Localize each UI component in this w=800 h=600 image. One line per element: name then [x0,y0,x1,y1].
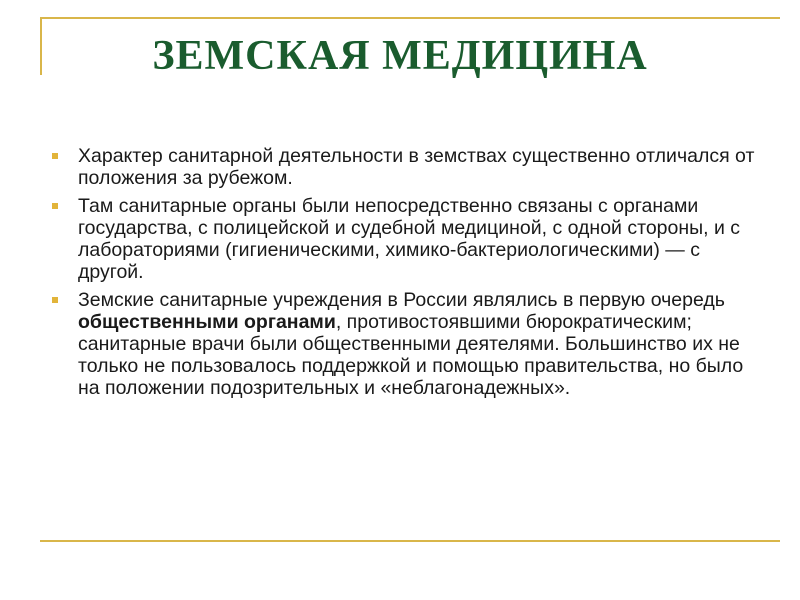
bullet-text-3-start: Земские санитарные учреждения в России являлись в первую очередь [78,289,725,311]
square-bullet-icon [52,297,58,303]
top-rule [40,17,780,19]
bullet-list [52,145,762,405]
bottom-rule [40,540,780,542]
bullet-item-1 [52,145,762,189]
bullet-text-1: Характер санитарной деятельности в земствах существенно отличался от положения за рубежом. [78,145,755,189]
bullet-item-2 [52,195,762,283]
bullet-text-3-end: , противостоявшими бюрократическим; санитарные врачи были общественными деятелями. Большинство их не только не пользовалось поддержкой и помощью правительства, но было на положении подозрительных и «неблагонадежных». [78,311,744,399]
slide-title: ЗЕМСКАЯ МЕДИЦИНА [152,33,648,79]
bullet-item-3 [52,289,762,399]
bullet-text-2: Там санитарные органы были непосредственно связаны с органами государства, с полицейской и судебной медициной, с одной стороны, и с лабораториями (гигиеническими, химико-бактериологическими) — с другой. [78,195,741,283]
square-bullet-icon [52,203,58,209]
bullet-text-3-bold: общественными органами [78,311,336,333]
square-bullet-icon [52,153,58,159]
